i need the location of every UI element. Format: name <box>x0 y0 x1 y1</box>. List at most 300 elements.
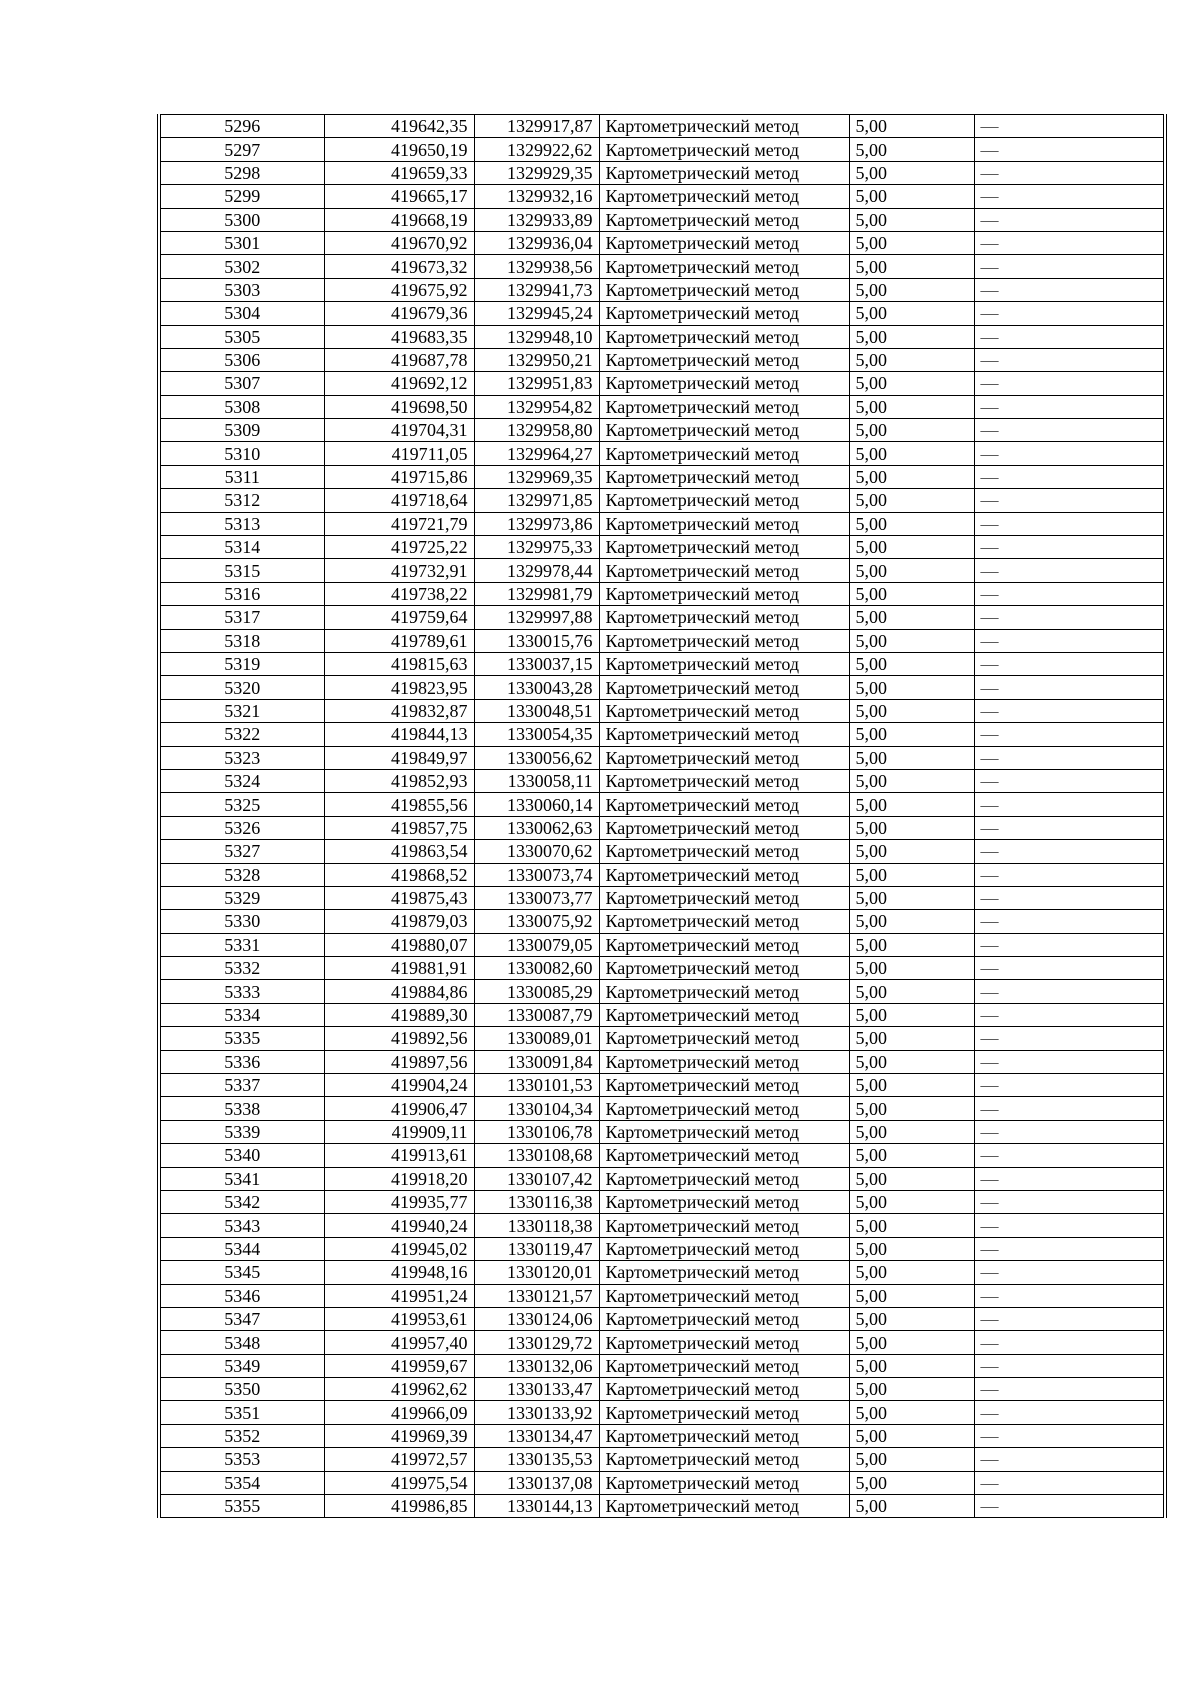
description-cell: — <box>974 255 1165 278</box>
x-coordinate-cell: 419789,61 <box>324 629 474 652</box>
point-number-cell: 5299 <box>159 185 324 208</box>
point-number-cell: 5314 <box>159 536 324 559</box>
method-cell: Картометрический метод <box>599 886 849 909</box>
method-cell: Картометрический метод <box>599 1144 849 1167</box>
y-coordinate-cell: 1330104,34 <box>474 1097 599 1120</box>
description-cell: — <box>974 465 1165 488</box>
method-cell: Картометрический метод <box>599 1003 849 1026</box>
table-row <box>159 1144 1165 1167</box>
table-row <box>159 1261 1165 1284</box>
description-cell: — <box>974 1471 1165 1494</box>
accuracy-cell: 5,00 <box>849 1097 974 1120</box>
y-coordinate-cell: 1329936,04 <box>474 231 599 254</box>
table-row <box>159 1424 1165 1447</box>
y-coordinate-cell: 1330134,47 <box>474 1424 599 1447</box>
accuracy-cell: 5,00 <box>849 1284 974 1307</box>
table-row <box>159 606 1165 629</box>
description-cell: — <box>974 723 1165 746</box>
point-number-cell: 5332 <box>159 957 324 980</box>
point-number-cell: 5318 <box>159 629 324 652</box>
x-coordinate-cell: 419675,92 <box>324 278 474 301</box>
description-cell: — <box>974 769 1165 792</box>
description-cell: — <box>974 395 1165 418</box>
table-row <box>159 512 1165 535</box>
description-cell: — <box>974 910 1165 933</box>
method-cell: Картометрический метод <box>599 185 849 208</box>
accuracy-cell: 5,00 <box>849 559 974 582</box>
accuracy-cell: 5,00 <box>849 676 974 699</box>
y-coordinate-cell: 1329932,16 <box>474 185 599 208</box>
description-cell: — <box>974 1424 1165 1447</box>
method-cell: Картометрический метод <box>599 348 849 371</box>
description-cell: — <box>974 115 1165 138</box>
point-number-cell: 5329 <box>159 886 324 909</box>
y-coordinate-cell: 1330132,06 <box>474 1354 599 1377</box>
description-cell: — <box>974 606 1165 629</box>
table-row <box>159 1331 1165 1354</box>
method-cell: Картометрический метод <box>599 536 849 559</box>
method-cell: Картометрический метод <box>599 1120 849 1143</box>
x-coordinate-cell: 419953,61 <box>324 1307 474 1330</box>
table-row <box>159 1003 1165 1026</box>
method-cell: Картометрический метод <box>599 793 849 816</box>
point-number-cell: 5302 <box>159 255 324 278</box>
x-coordinate-cell: 419948,16 <box>324 1261 474 1284</box>
accuracy-cell: 5,00 <box>849 723 974 746</box>
method-cell: Картометрический метод <box>599 606 849 629</box>
x-coordinate-cell: 419969,39 <box>324 1424 474 1447</box>
x-coordinate-cell: 419884,86 <box>324 980 474 1003</box>
table-row <box>159 629 1165 652</box>
y-coordinate-cell: 1329997,88 <box>474 606 599 629</box>
point-number-cell: 5340 <box>159 1144 324 1167</box>
table-row <box>159 723 1165 746</box>
accuracy-cell: 5,00 <box>849 816 974 839</box>
point-number-cell: 5349 <box>159 1354 324 1377</box>
table-row <box>159 699 1165 722</box>
x-coordinate-cell: 419704,31 <box>324 419 474 442</box>
table-row <box>159 980 1165 1003</box>
y-coordinate-cell: 1329917,87 <box>474 115 599 138</box>
y-coordinate-cell: 1329929,35 <box>474 161 599 184</box>
point-number-cell: 5300 <box>159 208 324 231</box>
description-cell: — <box>974 840 1165 863</box>
method-cell: Картометрический метод <box>599 372 849 395</box>
description-cell: — <box>974 1495 1165 1518</box>
point-number-cell: 5319 <box>159 652 324 675</box>
method-cell: Картометрический метод <box>599 1214 849 1237</box>
accuracy-cell: 5,00 <box>849 442 974 465</box>
accuracy-cell: 5,00 <box>849 652 974 675</box>
accuracy-cell: 5,00 <box>849 1050 974 1073</box>
table-row <box>159 1190 1165 1213</box>
method-cell: Картометрический метод <box>599 1097 849 1120</box>
accuracy-cell: 5,00 <box>849 1027 974 1050</box>
x-coordinate-cell: 419815,63 <box>324 652 474 675</box>
y-coordinate-cell: 1330073,74 <box>474 863 599 886</box>
accuracy-cell: 5,00 <box>849 325 974 348</box>
method-cell: Картометрический метод <box>599 1331 849 1354</box>
x-coordinate-cell: 419659,33 <box>324 161 474 184</box>
accuracy-cell: 5,00 <box>849 1331 974 1354</box>
description-cell: — <box>974 325 1165 348</box>
description-cell: — <box>974 957 1165 980</box>
method-cell: Картометрический метод <box>599 138 849 161</box>
description-cell: — <box>974 582 1165 605</box>
method-cell: Картометрический метод <box>599 699 849 722</box>
method-cell: Картометрический метод <box>599 910 849 933</box>
point-number-cell: 5296 <box>159 115 324 138</box>
x-coordinate-cell: 419718,64 <box>324 489 474 512</box>
y-coordinate-cell: 1329964,27 <box>474 442 599 465</box>
y-coordinate-cell: 1330037,15 <box>474 652 599 675</box>
table-row <box>159 465 1165 488</box>
method-cell: Картометрический метод <box>599 816 849 839</box>
table-row <box>159 255 1165 278</box>
x-coordinate-cell: 419972,57 <box>324 1448 474 1471</box>
table-row <box>159 442 1165 465</box>
method-cell: Картометрический метод <box>599 1284 849 1307</box>
accuracy-cell: 5,00 <box>849 185 974 208</box>
y-coordinate-cell: 1330062,63 <box>474 816 599 839</box>
description-cell: — <box>974 559 1165 582</box>
table-row <box>159 302 1165 325</box>
point-number-cell: 5333 <box>159 980 324 1003</box>
y-coordinate-cell: 1330129,72 <box>474 1331 599 1354</box>
y-coordinate-cell: 1329945,24 <box>474 302 599 325</box>
point-number-cell: 5353 <box>159 1448 324 1471</box>
y-coordinate-cell: 1329950,21 <box>474 348 599 371</box>
method-cell: Картометрический метод <box>599 1261 849 1284</box>
method-cell: Картометрический метод <box>599 980 849 1003</box>
description-cell: — <box>974 746 1165 769</box>
point-number-cell: 5297 <box>159 138 324 161</box>
table-row <box>159 1237 1165 1260</box>
description-cell: — <box>974 1074 1165 1097</box>
description-cell: — <box>974 652 1165 675</box>
point-number-cell: 5326 <box>159 816 324 839</box>
accuracy-cell: 5,00 <box>849 980 974 1003</box>
x-coordinate-cell: 419698,50 <box>324 395 474 418</box>
y-coordinate-cell: 1330089,01 <box>474 1027 599 1050</box>
point-number-cell: 5339 <box>159 1120 324 1143</box>
description-cell: — <box>974 1167 1165 1190</box>
y-coordinate-cell: 1330091,84 <box>474 1050 599 1073</box>
y-coordinate-cell: 1330015,76 <box>474 629 599 652</box>
point-number-cell: 5311 <box>159 465 324 488</box>
method-cell: Картометрический метод <box>599 1471 849 1494</box>
description-cell: — <box>974 489 1165 512</box>
table-row <box>159 559 1165 582</box>
y-coordinate-cell: 1330056,62 <box>474 746 599 769</box>
description-cell: — <box>974 1097 1165 1120</box>
description-cell: — <box>974 1237 1165 1260</box>
method-cell: Картометрический метод <box>599 161 849 184</box>
point-number-cell: 5338 <box>159 1097 324 1120</box>
y-coordinate-cell: 1329922,62 <box>474 138 599 161</box>
point-number-cell: 5328 <box>159 863 324 886</box>
x-coordinate-cell: 419725,22 <box>324 536 474 559</box>
accuracy-cell: 5,00 <box>849 372 974 395</box>
x-coordinate-cell: 419863,54 <box>324 840 474 863</box>
table-row <box>159 676 1165 699</box>
y-coordinate-cell: 1329969,35 <box>474 465 599 488</box>
point-number-cell: 5315 <box>159 559 324 582</box>
y-coordinate-cell: 1330079,05 <box>474 933 599 956</box>
point-number-cell: 5331 <box>159 933 324 956</box>
description-cell: — <box>974 278 1165 301</box>
method-cell: Картометрический метод <box>599 1167 849 1190</box>
accuracy-cell: 5,00 <box>849 1448 974 1471</box>
description-cell: — <box>974 793 1165 816</box>
table-row <box>159 1448 1165 1471</box>
point-number-cell: 5309 <box>159 419 324 442</box>
accuracy-cell: 5,00 <box>849 629 974 652</box>
method-cell: Картометрический метод <box>599 1050 849 1073</box>
accuracy-cell: 5,00 <box>849 1144 974 1167</box>
description-cell: — <box>974 185 1165 208</box>
method-cell: Картометрический метод <box>599 769 849 792</box>
accuracy-cell: 5,00 <box>849 582 974 605</box>
accuracy-cell: 5,00 <box>849 161 974 184</box>
y-coordinate-cell: 1330048,51 <box>474 699 599 722</box>
x-coordinate-cell: 419665,17 <box>324 185 474 208</box>
point-number-cell: 5334 <box>159 1003 324 1026</box>
point-number-cell: 5320 <box>159 676 324 699</box>
description-cell: — <box>974 863 1165 886</box>
point-number-cell: 5323 <box>159 746 324 769</box>
description-cell: — <box>974 208 1165 231</box>
description-cell: — <box>974 372 1165 395</box>
y-coordinate-cell: 1330135,53 <box>474 1448 599 1471</box>
method-cell: Картометрический метод <box>599 676 849 699</box>
accuracy-cell: 5,00 <box>849 1190 974 1213</box>
point-number-cell: 5344 <box>159 1237 324 1260</box>
accuracy-cell: 5,00 <box>849 886 974 909</box>
point-number-cell: 5312 <box>159 489 324 512</box>
description-cell: — <box>974 1354 1165 1377</box>
table-row <box>159 933 1165 956</box>
description-cell: — <box>974 1448 1165 1471</box>
table-row <box>159 769 1165 792</box>
x-coordinate-cell: 419687,78 <box>324 348 474 371</box>
method-cell: Картометрический метод <box>599 1354 849 1377</box>
description-cell: — <box>974 1027 1165 1050</box>
method-cell: Картометрический метод <box>599 302 849 325</box>
method-cell: Картометрический метод <box>599 442 849 465</box>
method-cell: Картометрический метод <box>599 723 849 746</box>
y-coordinate-cell: 1330120,01 <box>474 1261 599 1284</box>
accuracy-cell: 5,00 <box>849 1401 974 1424</box>
description-cell: — <box>974 1120 1165 1143</box>
accuracy-cell: 5,00 <box>849 1307 974 1330</box>
point-number-cell: 5343 <box>159 1214 324 1237</box>
method-cell: Картометрический метод <box>599 419 849 442</box>
table-row <box>159 1495 1165 1518</box>
table-row <box>159 910 1165 933</box>
x-coordinate-cell: 419849,97 <box>324 746 474 769</box>
method-cell: Картометрический метод <box>599 1027 849 1050</box>
description-cell: — <box>974 138 1165 161</box>
y-coordinate-cell: 1329933,89 <box>474 208 599 231</box>
x-coordinate-cell: 419986,85 <box>324 1495 474 1518</box>
x-coordinate-cell: 419951,24 <box>324 1284 474 1307</box>
accuracy-cell: 5,00 <box>849 278 974 301</box>
point-number-cell: 5301 <box>159 231 324 254</box>
description-cell: — <box>974 348 1165 371</box>
point-number-cell: 5342 <box>159 1190 324 1213</box>
table-row <box>159 419 1165 442</box>
x-coordinate-cell: 419692,12 <box>324 372 474 395</box>
x-coordinate-cell: 419913,61 <box>324 1144 474 1167</box>
method-cell: Картометрический метод <box>599 1378 849 1401</box>
table-row <box>159 138 1165 161</box>
table-row <box>159 161 1165 184</box>
method-cell: Картометрический метод <box>599 629 849 652</box>
table-row <box>159 115 1165 138</box>
table-row <box>159 1097 1165 1120</box>
table-row <box>159 325 1165 348</box>
point-number-cell: 5352 <box>159 1424 324 1447</box>
y-coordinate-cell: 1329981,79 <box>474 582 599 605</box>
method-cell: Картометрический метод <box>599 1237 849 1260</box>
accuracy-cell: 5,00 <box>849 1003 974 1026</box>
table-row <box>159 489 1165 512</box>
table-row <box>159 1120 1165 1143</box>
point-number-cell: 5330 <box>159 910 324 933</box>
point-number-cell: 5324 <box>159 769 324 792</box>
method-cell: Картометрический метод <box>599 1424 849 1447</box>
description-cell: — <box>974 980 1165 1003</box>
y-coordinate-cell: 1329954,82 <box>474 395 599 418</box>
point-number-cell: 5348 <box>159 1331 324 1354</box>
accuracy-cell: 5,00 <box>849 1214 974 1237</box>
description-cell: — <box>974 442 1165 465</box>
accuracy-cell: 5,00 <box>849 302 974 325</box>
point-number-cell: 5345 <box>159 1261 324 1284</box>
table-row <box>159 886 1165 909</box>
y-coordinate-cell: 1330116,38 <box>474 1190 599 1213</box>
table-row <box>159 1167 1165 1190</box>
method-cell: Картометрический метод <box>599 957 849 980</box>
x-coordinate-cell: 419892,56 <box>324 1027 474 1050</box>
point-number-cell: 5313 <box>159 512 324 535</box>
accuracy-cell: 5,00 <box>849 348 974 371</box>
table-row <box>159 185 1165 208</box>
table-row <box>159 278 1165 301</box>
point-number-cell: 5341 <box>159 1167 324 1190</box>
description-cell: — <box>974 231 1165 254</box>
point-number-cell: 5351 <box>159 1401 324 1424</box>
table-row <box>159 582 1165 605</box>
x-coordinate-cell: 419909,11 <box>324 1120 474 1143</box>
point-number-cell: 5325 <box>159 793 324 816</box>
method-cell: Картометрический метод <box>599 395 849 418</box>
x-coordinate-cell: 419962,62 <box>324 1378 474 1401</box>
point-number-cell: 5303 <box>159 278 324 301</box>
coordinates-table <box>157 114 1167 1518</box>
y-coordinate-cell: 1330119,47 <box>474 1237 599 1260</box>
table-row <box>159 957 1165 980</box>
accuracy-cell: 5,00 <box>849 699 974 722</box>
x-coordinate-cell: 419957,40 <box>324 1331 474 1354</box>
table-row <box>159 1050 1165 1073</box>
point-number-cell: 5327 <box>159 840 324 863</box>
y-coordinate-cell: 1330101,53 <box>474 1074 599 1097</box>
accuracy-cell: 5,00 <box>849 793 974 816</box>
y-coordinate-cell: 1330043,28 <box>474 676 599 699</box>
accuracy-cell: 5,00 <box>849 465 974 488</box>
x-coordinate-cell: 419738,22 <box>324 582 474 605</box>
y-coordinate-cell: 1329973,86 <box>474 512 599 535</box>
x-coordinate-cell: 419959,67 <box>324 1354 474 1377</box>
x-coordinate-cell: 419844,13 <box>324 723 474 746</box>
point-number-cell: 5298 <box>159 161 324 184</box>
y-coordinate-cell: 1330133,92 <box>474 1401 599 1424</box>
x-coordinate-cell: 419711,05 <box>324 442 474 465</box>
x-coordinate-cell: 419904,24 <box>324 1074 474 1097</box>
y-coordinate-cell: 1330058,11 <box>474 769 599 792</box>
point-number-cell: 5306 <box>159 348 324 371</box>
accuracy-cell: 5,00 <box>849 1378 974 1401</box>
point-number-cell: 5304 <box>159 302 324 325</box>
x-coordinate-cell: 419897,56 <box>324 1050 474 1073</box>
table-row <box>159 372 1165 395</box>
x-coordinate-cell: 419881,91 <box>324 957 474 980</box>
x-coordinate-cell: 419855,56 <box>324 793 474 816</box>
y-coordinate-cell: 1330075,92 <box>474 910 599 933</box>
x-coordinate-cell: 419966,09 <box>324 1401 474 1424</box>
description-cell: — <box>974 1261 1165 1284</box>
table-row <box>159 746 1165 769</box>
description-cell: — <box>974 302 1165 325</box>
y-coordinate-cell: 1330118,38 <box>474 1214 599 1237</box>
table-row <box>159 1401 1165 1424</box>
point-number-cell: 5322 <box>159 723 324 746</box>
y-coordinate-cell: 1329948,10 <box>474 325 599 348</box>
table-row <box>159 1074 1165 1097</box>
method-cell: Картометрический метод <box>599 278 849 301</box>
method-cell: Картометрический метод <box>599 1495 849 1518</box>
description-cell: — <box>974 1003 1165 1026</box>
accuracy-cell: 5,00 <box>849 746 974 769</box>
x-coordinate-cell: 419668,19 <box>324 208 474 231</box>
x-coordinate-cell: 419875,43 <box>324 886 474 909</box>
method-cell: Картометрический метод <box>599 465 849 488</box>
x-coordinate-cell: 419759,64 <box>324 606 474 629</box>
description-cell: — <box>974 1214 1165 1237</box>
accuracy-cell: 5,00 <box>849 840 974 863</box>
x-coordinate-cell: 419940,24 <box>324 1214 474 1237</box>
description-cell: — <box>974 629 1165 652</box>
accuracy-cell: 5,00 <box>849 1237 974 1260</box>
description-cell: — <box>974 1378 1165 1401</box>
point-number-cell: 5307 <box>159 372 324 395</box>
point-number-cell: 5308 <box>159 395 324 418</box>
point-number-cell: 5321 <box>159 699 324 722</box>
accuracy-cell: 5,00 <box>849 1167 974 1190</box>
point-number-cell: 5346 <box>159 1284 324 1307</box>
accuracy-cell: 5,00 <box>849 933 974 956</box>
y-coordinate-cell: 1330082,60 <box>474 957 599 980</box>
accuracy-cell: 5,00 <box>849 1074 974 1097</box>
y-coordinate-cell: 1330133,47 <box>474 1378 599 1401</box>
accuracy-cell: 5,00 <box>849 1471 974 1494</box>
y-coordinate-cell: 1330087,79 <box>474 1003 599 1026</box>
table-row <box>159 1378 1165 1401</box>
accuracy-cell: 5,00 <box>849 863 974 886</box>
description-cell: — <box>974 512 1165 535</box>
